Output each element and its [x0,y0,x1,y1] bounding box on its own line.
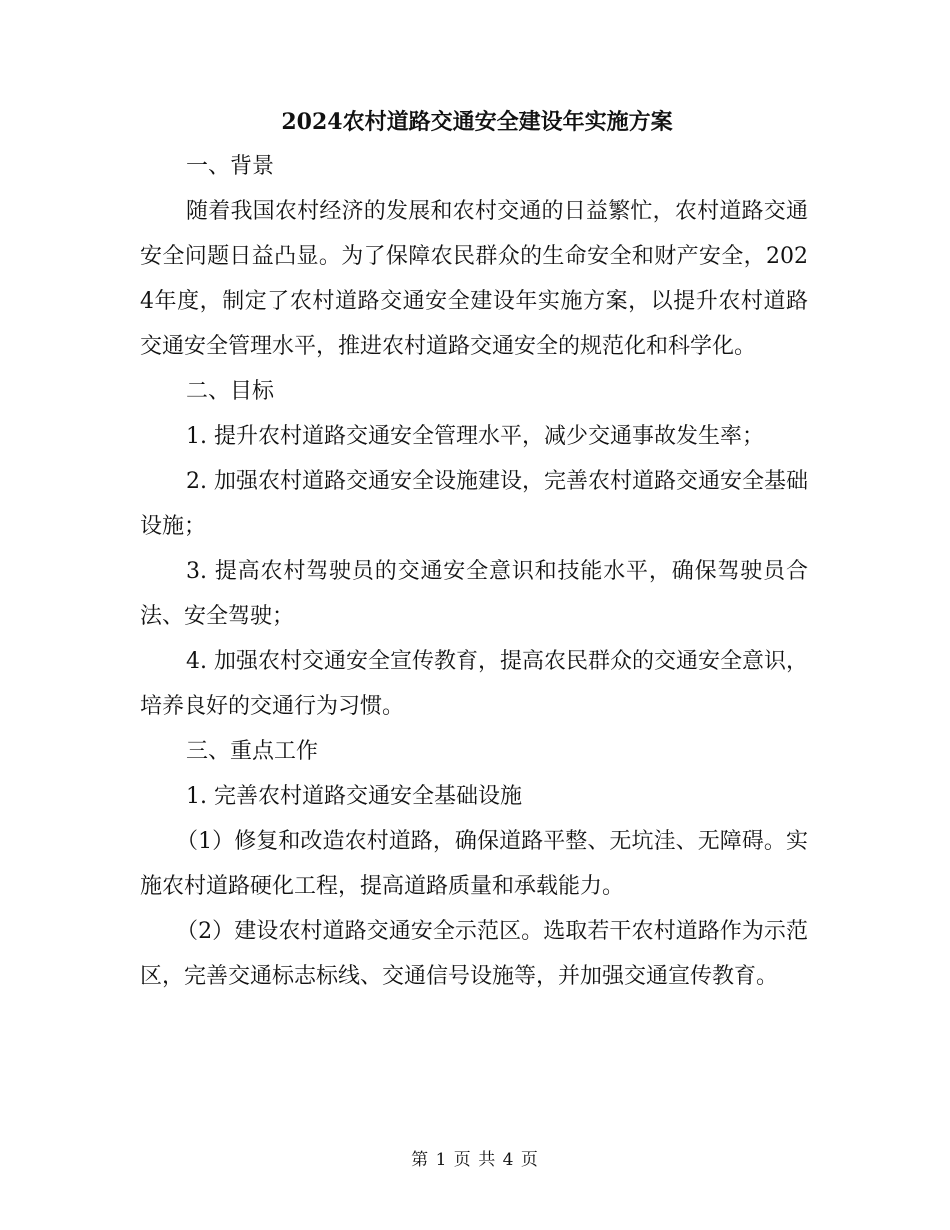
document-body [140,100,808,999]
document-title: 2024农村道路交通安全建设年实施方案 [281,109,673,135]
key-work-subitem-2: （2）建设农村道路交通安全示范区。选取若干农村道路作为示范区，完善交通标志标线、交通信号设施等，并加强交通宣传教育。 [140,919,808,989]
section-heading-background: 一、背景 [186,154,275,179]
key-work-item-1: 1. 完善农村道路交通安全基础设施 [186,784,522,809]
section-heading-goals: 二、目标 [186,379,275,404]
section-heading-key-work: 三、重点工作 [186,739,319,764]
goal-item-4: 4. 加强农村交通安全宣传教育，提高农民群众的交通安全意识，培养良好的交通行为习惯。 [140,649,808,719]
page-number-footer: 第 1 页 共 4 页 [411,1150,539,1170]
paragraph-background: 随着我国农村经济的发展和农村交通的日益繁忙，农村道路交通安全问题日益凸显。为了保障农民群众的生命安全和财产安全，2024年度，制定了农村道路交通安全建设年实施方案，以提升农村道路交通安全管理水平，推进农村道路交通安全的规范化和科学化。 [140,199,808,359]
key-work-subitem-1: （1）修复和改造农村道路，确保道路平整、无坑洼、无障碍。实施农村道路硬化工程，提高道路质量和承载能力。 [140,829,808,899]
goal-item-1: 1. 提升农村道路交通安全管理水平，减少交通事故发生率； [186,424,764,449]
goal-item-3: 3. 提高农村驾驶员的交通安全意识和技能水平，确保驾驶员合法、安全驾驶； [140,559,808,629]
goal-item-2: 2. 加强农村道路交通安全设施建设，完善农村道路交通安全基础设施； [140,469,808,539]
